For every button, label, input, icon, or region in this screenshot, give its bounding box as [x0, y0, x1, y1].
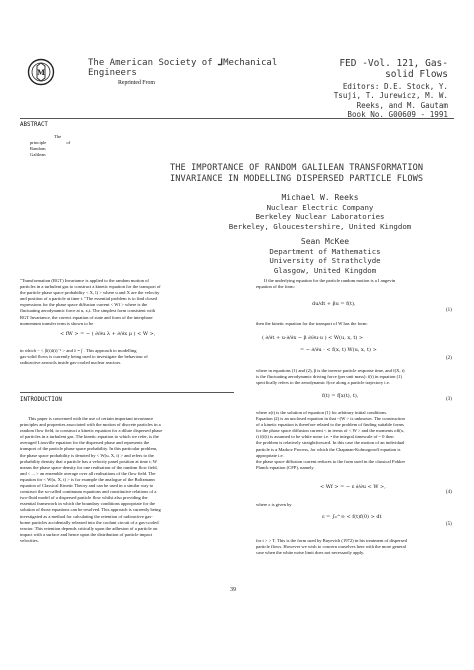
- equation-1: du/dt + βu = f(t),: [312, 301, 356, 307]
- abstract-text-line: expressions for the phase space diffusion current < Wf > where is the: [20, 302, 148, 308]
- asme-logo-icon: [27, 58, 55, 86]
- abstract-line5: Galilean: [30, 152, 46, 158]
- body-text-line: two-fluid model of a dispersed particle flow whilst also providing the: [20, 495, 148, 501]
- body-text-line: probability density that a particle has a velocity panel position at time t; W: [20, 458, 158, 464]
- title-line2: INVARIANCE IN MODELLING DISPERSED PARTICLE FLOWS: [170, 173, 424, 184]
- abstract-line4: Random: [30, 146, 46, 152]
- body-text-line: for the phase space diffusion current < in terms of < W > and the moments off(x,: [256, 428, 405, 434]
- right-text-line: then the kinetic equation for the transport of W has the form:: [256, 321, 368, 326]
- abstract-text-line: particles in a turbulent gas to construct a kinetic equation for the transport of: [20, 284, 161, 290]
- body-text-line: transport of the particle phase space probability. In this particular problem,: [20, 446, 158, 452]
- abstract-text-line: in which − < ∫f(t)f(t)⁻¹ > and λ = ∫ . This approach to modelling: [20, 348, 137, 353]
- body-text-line: case when the white noise limit does not necessarily apply.: [256, 550, 365, 556]
- equation-2-rhs: = − ∂/∂u · < f(x, t) W(u, x, t) >: [300, 347, 377, 353]
- body-text-line: essential framework in which the boundary conditions appropriate for the: [20, 501, 156, 507]
- abstract-text-line: fluctuating aerodynamic force at u, x,t. The simplest form consistent with: [20, 308, 156, 314]
- author-affiliation: University of Strathclyde: [269, 256, 381, 266]
- equation-number-2: (2): [446, 356, 452, 361]
- right-text-block: [256, 410, 456, 471]
- equation-number-1: (1): [446, 308, 452, 313]
- body-text-line: the problem is relatively straightforward. In this case the motion of an individual: [256, 440, 405, 446]
- body-text-line: of a kinetic equation is therefore related to the problem of finding suitable forms: [256, 422, 404, 428]
- abstract-text-line: the particle phase space probability < X, l) > where u and X are the velocity: [20, 290, 160, 296]
- header-rule: [20, 118, 454, 119]
- abstract-text-line: "Transformation (RGT) Invariance is applied to the random motion of: [20, 278, 149, 283]
- body-text-line: borne particles accidentally released into the coolant circuit of a gas-cooled: [20, 519, 159, 525]
- body-text-line: appropriate i.e.: [256, 452, 284, 458]
- body-text-line: reactor. This retention depends critically upon the adhesion of a particle on: [20, 525, 158, 531]
- right-text-block: [256, 368, 456, 386]
- body-text-line: This paper is concerned with the use of certain important invariance: [28, 416, 154, 421]
- introduction-heading: INTRODUCTION: [20, 397, 62, 403]
- author-name: Sean McKee: [300, 237, 350, 246]
- abstract-text-line: gas-solid flows is currently being used to investigate the behaviour of: [20, 354, 148, 360]
- equation-number-3: (3): [446, 397, 452, 402]
- abstract-text-line: RGT Invariance, the correct equation of state and form of the interphase: [20, 314, 153, 320]
- society-line2: Engineers: [88, 68, 137, 78]
- body-text-line: equation of the form:: [256, 284, 295, 290]
- title-line1: THE IMPORTANCE OF RANDOM GALILEAN TRANSFORMATION: [170, 163, 424, 173]
- body-text-line: where in equations (1) and (2), β is the inverse particle response time, and f(X, t): [256, 368, 405, 373]
- section-rule: [20, 392, 234, 393]
- body-text-line: for t > > T. This is the form used by Buyevich (1972) in his treatment of dispersed: [256, 538, 407, 543]
- abstract-text: [20, 278, 234, 327]
- svg-text:M: M: [37, 68, 45, 77]
- abstract-text-continued: [20, 348, 234, 366]
- journal-block: [248, 58, 448, 80]
- body-text-line: construct the so-called continuum equations and constitutive relations of a: [20, 489, 157, 495]
- page-number: 39: [230, 587, 236, 593]
- body-text-line: the phase space diffusion current reduces to the form used in the classical Fokker: [256, 458, 406, 464]
- reprinted-from: Reprinted From: [118, 80, 155, 86]
- body-text-line: impact with a surface and hence upon the distribution of particle impact: [20, 531, 153, 537]
- abstract-line1: The: [54, 134, 62, 139]
- equation-2: ( ∂/∂t + u·∂/∂x − β ∂/∂u·u ) < W(u, x, t) >: [262, 335, 364, 341]
- body-text-line: investigated as a method for calculating the retention of radioactive gas-: [20, 513, 153, 519]
- introduction-text: [20, 416, 234, 544]
- body-text-line: velocities.: [20, 537, 39, 543]
- author-name: Michael W. Reeks: [281, 193, 359, 202]
- right-intro-text: [256, 278, 456, 290]
- body-text-line: Equation (2) is an unclosed equation in that ~(W > is unknown. The construction: [256, 416, 405, 422]
- society-line1: The American Society of: [88, 58, 219, 68]
- body-text-line: means the phase space density for one realisation of the random flow field,: [20, 464, 158, 470]
- abstract-line2: principle: [30, 140, 47, 146]
- author-affiliation: Department of Mathematics: [269, 246, 381, 256]
- body-text-line: Planck equation (CFP), namely: [256, 464, 314, 470]
- equation-3: f(t) = f[x(t), t),: [322, 393, 359, 399]
- abstract-text-line: momentum transfer term is shown to be: [20, 320, 94, 326]
- author-affiliation: Glasgow, United Kingdom: [273, 265, 377, 275]
- author-block-2: [245, 237, 405, 275]
- right-text-block: [256, 538, 456, 556]
- body-text-line: particle is a Markov Process, for which the Chapman-Kolmogoroff equation is: [256, 446, 401, 452]
- book-number: Book No. G00609 - 1991: [347, 110, 448, 120]
- abstract-heading: ABSTRACT: [20, 122, 48, 128]
- body-text-line: and < ... > an ensemble average over all realisations of the flow field. The: [20, 470, 156, 476]
- equation-closure: < fW > = − ( ∂/∂u λ + ∂/∂x μ ) < W >,: [60, 331, 156, 337]
- equation-number-5: (5): [446, 522, 452, 527]
- body-text-line: solution of those equations can be resolved. This approach is currently being: [20, 507, 161, 513]
- editors-line2: Tsuji, T. Jurewicz, M. W.: [333, 91, 448, 101]
- equation-5: ε = ∫₀^∞ < f(t)f(0) > dt: [322, 514, 382, 520]
- abstract-line3: of: [66, 140, 71, 146]
- abstract-text-line: radioactive aerosols inside gas-cooled nuclear reactors.: [20, 360, 122, 366]
- fed-volume-line1: FED -Vol. 121, Gas-: [339, 58, 448, 69]
- editors-line3: Reeks, and M. Gautam: [356, 100, 448, 110]
- body-text-line: If the underlying equation for the particle random motion is a I angevin: [264, 278, 396, 283]
- body-text-line: the phase space probability is denoted by < W(u, X, t) > and refers to the: [20, 452, 154, 458]
- body-text-line: particle flows. However we wish to concern ourselves here with the more general: [256, 544, 406, 550]
- society-mark: ⅃: [218, 58, 224, 68]
- body-text-line: equation of Classical Kinetic Theory and can be used in a similar way to: [20, 483, 154, 489]
- equation-number-4: (4): [446, 490, 452, 495]
- society-line1-end: Mechanical: [223, 58, 278, 68]
- author-block-1: [200, 193, 440, 231]
- abstract-fragment: [30, 134, 90, 158]
- body-text-line: t) f(f(t) is assumed to be white noise i.e. • the integral timescale of ~ 0 then: [256, 434, 394, 440]
- body-text-line: random flow field, to construct a kinetic equation for a dilute dispersed phase: [20, 428, 163, 434]
- right-text-line: where ε is given by: [256, 502, 292, 507]
- editors-line1: Editors: D.E. Stock, Y.: [342, 82, 448, 91]
- body-text-line: averaged Liouville equation for the dispersed phase and represents the: [20, 440, 150, 446]
- body-text-line: is the fluctuating aerodynamic driving force (per unit mass): f(t) in equation (1): [256, 374, 402, 380]
- author-affiliation: Berkeley Nuclear Laboratories: [255, 212, 385, 222]
- author-affiliation: Berkeley, Gloucestershire, United Kingdom: [228, 221, 412, 231]
- body-text-line: equation for < W(u, X, t) > is for example the analogue of the Boltzmann: [20, 476, 155, 482]
- author-affiliation: Nuclear Electric Company: [266, 202, 374, 212]
- editors-block: [228, 82, 448, 120]
- paper-title: [170, 163, 423, 184]
- body-text-line: specifically refers to the aerodynamic f(rce along a particle trajectory i.e.: [256, 380, 390, 386]
- body-text-line: where x(t) is the solution of equation (1) for arbitrary initial conditions.: [256, 410, 388, 415]
- equation-4: < Wf > = − ε ∂/∂u < W >,: [320, 484, 386, 490]
- fed-volume-line2: solid Flows: [385, 69, 448, 80]
- abstract-text-line: and position of a particle at time t. "The essential problem is to find closed: [20, 296, 157, 302]
- body-text-line: principles and properties associated with the motion of discrete particles in a: [20, 422, 161, 428]
- body-text-line: of particles in a turbulent gas. The kinetic equation to which we refer, is the: [20, 434, 159, 440]
